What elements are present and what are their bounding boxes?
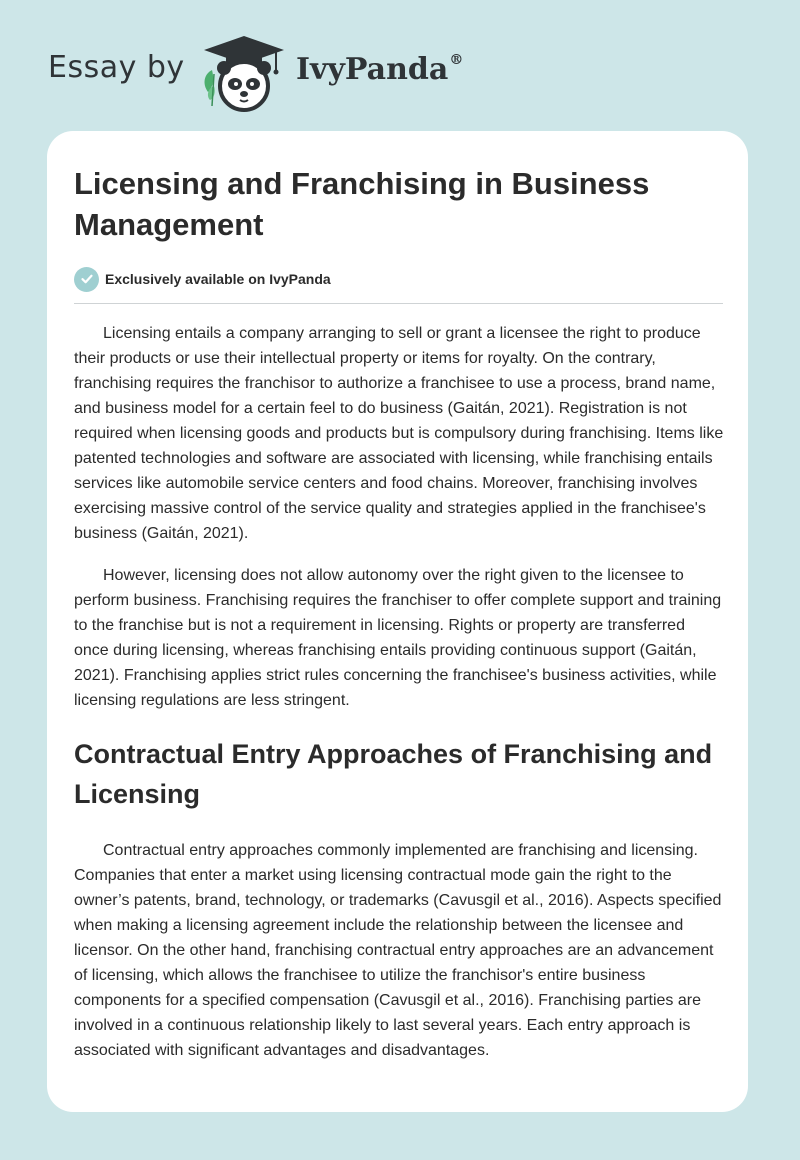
exclusive-badge-text: Exclusively available on IvyPanda <box>105 271 331 287</box>
paragraph-1: Licensing entails a company arranging to sell or grant a licensee the right to produce their products or use their intellectual property or items for royalty. On the contrary, franchising requires the franchisor to authorize a franchisee to use a process, brand name, and business model for a certain feel to do business (Gaitán, 2021). Registration is not required when licensing goods and products but is compulsory during franchising. Items like patented technologies and software are associated with licensing, while franchising entails services like automobile service centers and food chains. Moreover, franchising involves exercising massive control of the service quality and strategies applied in the franchisee's business (Gaitán, 2021). <box>74 325 724 542</box>
registered-mark: ® <box>449 52 464 68</box>
check-circle-icon <box>74 267 99 292</box>
essay-content <box>74 163 724 1063</box>
paragraph-2: However, licensing does not allow autonomy over the right given to the licensee to perform business. Franchising requires the franchiser to offer complete support and training to the franchise but is not a requirement in licensing. Rights or property are transferred once during licensing, whereas franchising entails providing continuous support (Gaitán, 2021). Franchising applies strict rules concerning the franchisee's business activities, while licensing regulations are less stringent. <box>74 567 722 709</box>
title-divider <box>74 303 723 304</box>
section-paragraph: Contractual entry approaches commonly implemented are franchising and licensing. Companies that enter a market using licensing contractual mode gain the right to the owner’s patents, brand, technology, or trademarks (Cavusgil et al., 2016). Aspects specified when making a licensing agreement include the relationship between the licensee and licensor. On the other hand, franchising contractual entry approaches are an advancement of licensing, which allows the franchisee to utilize the franchisor's entire business components for a specified compensation (Cavusgil et al., 2016). Franchising parties are involved in a continuous relationship likely to last several years. Each entry approach is associated with significant advantages and disadvantages. <box>74 842 722 1059</box>
brand-text: IvyPanda <box>296 52 449 87</box>
section-heading: Contractual Entry Approaches of Franchising and Licensing <box>74 739 713 809</box>
essay-card <box>47 131 748 1112</box>
brand-name[interactable] <box>296 52 463 87</box>
panda-graduate-logo-icon[interactable] <box>196 34 292 114</box>
site-header <box>0 0 800 130</box>
essay-by-label: Essay by <box>48 50 185 85</box>
essay-title: Licensing and Franchising in Business Management <box>74 166 650 242</box>
exclusive-badge <box>74 266 724 292</box>
